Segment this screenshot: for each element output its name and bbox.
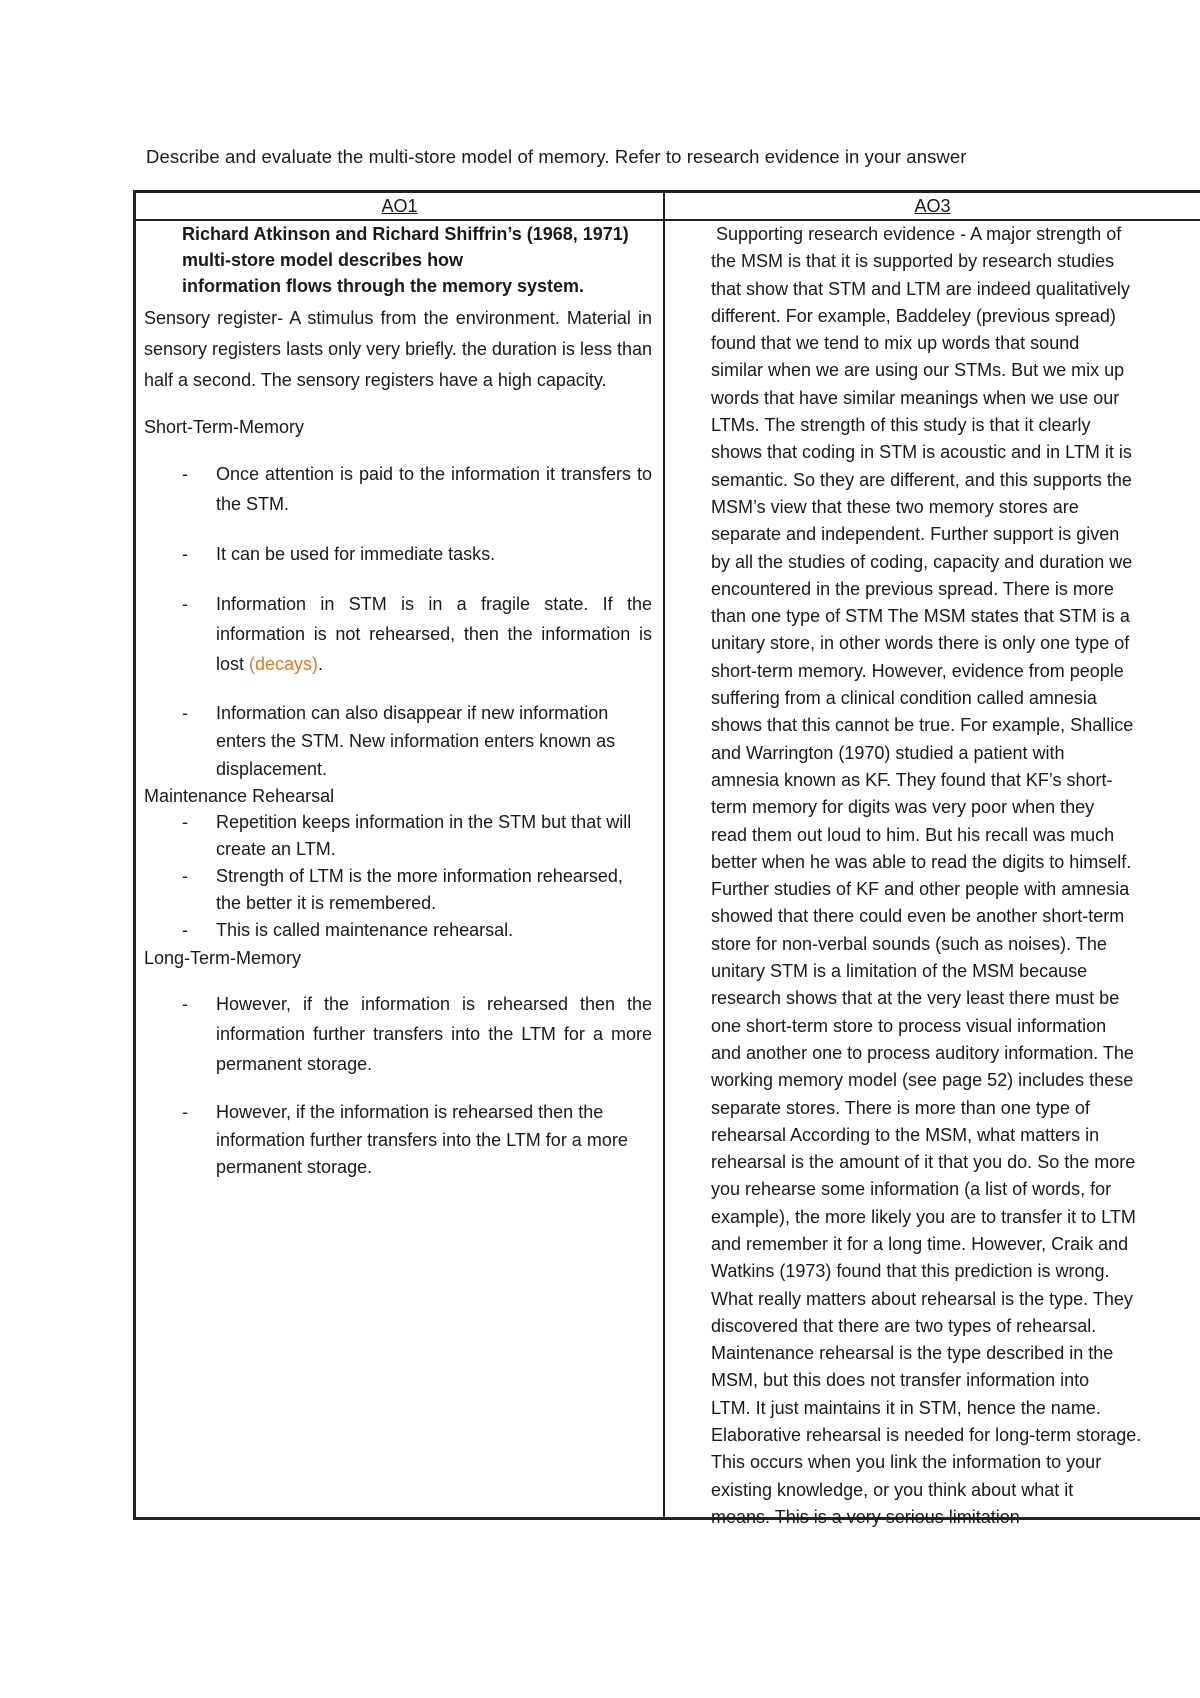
ao3-line: words that have similar meanings when we use our xyxy=(711,387,1120,408)
ao3-line: working memory model (see page 52) includes these xyxy=(711,1070,1134,1091)
answer-table xyxy=(133,190,1200,1527)
ao3-line: shows that this cannot be true. For example, Shallice xyxy=(711,715,1134,736)
ao3-line: term memory for digits was very poor when they xyxy=(711,797,1095,818)
ao3-line: showed that there could even be another short-term xyxy=(711,906,1125,927)
ao3-line: store for non-verbal sounds (such as noises). The xyxy=(711,933,1107,954)
ao3-column xyxy=(711,221,1196,1531)
sensory-register-paragraph: Sensory register- A stimulus from the environment. Material in sensory registers lasts only very briefly. the duration is less than half a second. The sensory registers have a high capacity. xyxy=(144,308,652,390)
ao3-line: Maintenance rehearsal is the type described in the xyxy=(711,1343,1114,1364)
ao3-text xyxy=(711,221,1196,1531)
ao3-line: Watkins (1973) found that this prediction is wrong. xyxy=(711,1261,1110,1282)
list-item: - Information can also disappear if new information enters the STM. New information enters known as displacement. xyxy=(144,699,652,783)
ao3-line: Elaborative rehearsal is needed for long-term storage. xyxy=(711,1425,1142,1446)
ao3-line: rehearsal is the amount of it that you do. So the more xyxy=(711,1152,1136,1173)
ao1-header: AO1 xyxy=(381,196,418,216)
ao3-line: encountered in the previous spread. There is more xyxy=(711,578,1114,599)
ltm-heading: Long-Term-Memory xyxy=(144,948,302,968)
intro-line: multi-store model describes how xyxy=(182,250,464,270)
ltm-list xyxy=(144,989,652,1182)
list-item: - Once attention is paid to the information it transfers to the STM. xyxy=(144,459,652,519)
column-divider xyxy=(663,193,665,1517)
list-item: - However, if the information is rehearsed then the information further transfers into the LTM for a more permanent storage. xyxy=(144,1099,652,1182)
ao3-line: that show that STM and LTM are indeed qualitatively xyxy=(711,278,1130,299)
ao3-line: discovered that there are two types of rehearsal. xyxy=(711,1315,1097,1336)
ao3-line: This occurs when you link the information to your xyxy=(711,1452,1102,1473)
ao3-line: LTM. It just maintains it in STM, hence the name. xyxy=(711,1397,1101,1418)
list-item: - It can be used for immediate tasks. xyxy=(144,539,652,569)
maintenance-heading: Maintenance Rehearsal xyxy=(144,786,335,806)
list-item: - Strength of LTM is the more information rehearsed, the better it is remembered. xyxy=(144,863,632,917)
fragile-text: Information in STM is in a fragile state. If the information is not rehearsed, then the information is lost xyxy=(216,594,652,674)
ao1-intro xyxy=(182,221,652,299)
fragile-end: . xyxy=(318,654,324,674)
ao3-line: separate stores. There is more than one type of xyxy=(711,1097,1090,1118)
question-heading: Describe and evaluate the multi-store model of memory. Refer to research evidence in your answer xyxy=(146,146,967,167)
ao3-line: different. For example, Baddeley (previous spread) xyxy=(711,305,1116,326)
ao3-header: AO3 xyxy=(914,196,951,216)
ao3-line: than one type of STM The MSM states that STM is a xyxy=(711,606,1130,627)
list-item xyxy=(144,589,652,679)
ao3-line: one short-term store to process visual information xyxy=(711,1015,1107,1036)
ao3-line: and Warrington (1970) studied a patient with xyxy=(711,742,1065,763)
ao3-line: semantic. So they are different, and this supports the xyxy=(711,469,1132,490)
ao3-line: suffering from a clinical condition called amnesia xyxy=(711,688,1097,709)
decays-term: (decays) xyxy=(249,654,319,674)
ao3-line: means. This is a very serious limitation xyxy=(711,1506,1020,1527)
ao3-line: read them out loud to him. But his recall was much xyxy=(711,824,1115,845)
ao3-line: amnesia known as KF. They found that KF’s short- xyxy=(711,769,1113,790)
ao3-line: separate and independent. Further support is given xyxy=(711,524,1120,545)
ao3-line: unitary STM is a limitation of the MSM because xyxy=(711,961,1088,982)
ao3-line: you rehearse some information (a list of words, for xyxy=(711,1179,1112,1200)
ao3-line: unitary store, in other words there is only one type of xyxy=(711,633,1130,654)
stm-heading: Short-Term-Memory xyxy=(144,417,305,437)
ao3-line: rehearsal According to the MSM, what matters in xyxy=(711,1124,1100,1145)
ao3-line: and another one to process auditory information. The xyxy=(711,1042,1134,1063)
ao3-line: research shows that at the very least there must be xyxy=(711,988,1120,1009)
ao3-line: similar when we are using our STMs. But we mix up xyxy=(711,360,1125,381)
ao3-line: shows that coding in STM is acoustic and in LTM it is xyxy=(711,442,1132,463)
ao3-line: Supporting research evidence - A major strength of xyxy=(711,224,1122,244)
ao3-line: example), the more likely you are to transfer it to LTM xyxy=(711,1206,1136,1227)
ao3-line: the MSM is that it is supported by research studies xyxy=(711,251,1115,272)
ao3-line: MSM’s view that these two memory stores are xyxy=(711,496,1079,517)
maintenance-list xyxy=(144,809,652,944)
intro-line: information flows through the memory system. xyxy=(182,276,585,296)
ao3-line: short-term memory. However, evidence from people xyxy=(711,660,1124,681)
ao1-column xyxy=(144,221,652,1202)
list-item: - However, if the information is rehearsed then the information further transfers into the LTM for a more permanent storage. xyxy=(144,989,652,1079)
ao3-line: and remember it for a long time. However, Craik and xyxy=(711,1233,1129,1254)
ao3-line: by all the studies of coding, capacity and duration we xyxy=(711,551,1133,572)
ao3-line: found that we tend to mix up words that sound xyxy=(711,333,1080,354)
list-item: - Repetition keeps information in the STM but that will create an LTM. xyxy=(144,809,632,863)
ao3-line: existing knowledge, or you think about what it xyxy=(711,1479,1074,1500)
intro-line: Richard Atkinson and Richard Shiffrin’s (1968, 1971) xyxy=(182,224,629,244)
stm-list xyxy=(144,459,652,783)
ao3-line: What really matters about rehearsal is the type. They xyxy=(711,1288,1133,1309)
ao3-line: MSM, but this does not transfer information into xyxy=(711,1370,1090,1391)
list-item: - This is called maintenance rehearsal. xyxy=(144,917,632,944)
ao3-line: better when he was able to read the digits to himself. xyxy=(711,851,1132,872)
ao3-line: Further studies of KF and other people with amnesia xyxy=(711,879,1130,900)
ao3-line: LTMs. The strength of this study is that it clearly xyxy=(711,415,1091,436)
